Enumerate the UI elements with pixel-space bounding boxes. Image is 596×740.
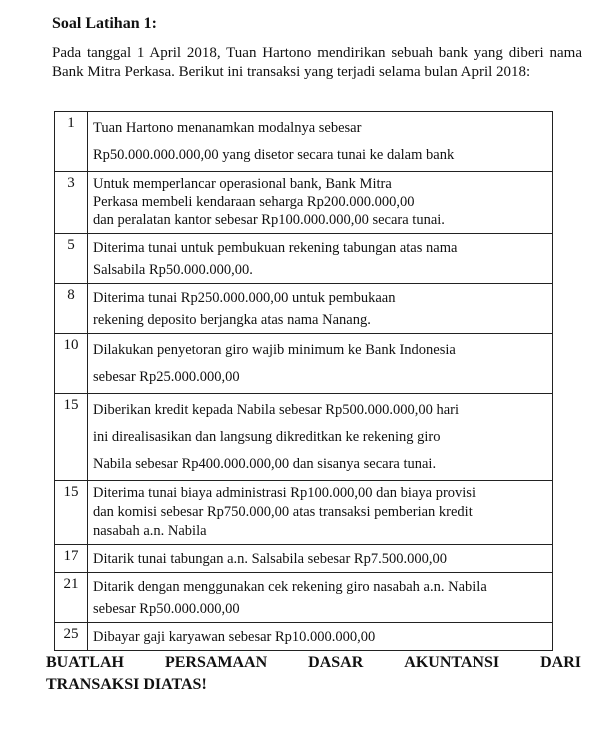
exercise-title: Soal Latihan 1: — [52, 15, 157, 32]
table-row — [55, 284, 553, 334]
instruction-line-2: TRANSAKSI DIATAS! — [46, 676, 207, 693]
row-description — [88, 623, 553, 651]
row-day: 15 — [55, 481, 88, 545]
row-description — [88, 284, 553, 334]
table-row — [55, 394, 553, 481]
row-day: 5 — [55, 234, 88, 284]
row-day: 1 — [55, 112, 88, 172]
row-line: Salsabila Rp50.000.000,00. — [93, 262, 253, 278]
row-description — [88, 234, 553, 284]
instruction-word: DASAR — [308, 654, 364, 671]
row-line: dan peralatan kantor sebesar Rp100.000.000,00 secara tunai. — [93, 212, 445, 228]
row-line: dan komisi sebesar Rp750.000,00 atas transaksi pemberian kredit — [93, 504, 473, 520]
table-row — [55, 573, 553, 623]
row-description — [88, 172, 553, 234]
table-row — [55, 334, 553, 394]
instruction-word: DARI — [540, 654, 581, 671]
row-line: Perkasa membeli kendaraan seharga Rp200.000.000,00 — [93, 194, 415, 210]
row-day: 15 — [55, 394, 88, 481]
row-day: 10 — [55, 334, 88, 394]
row-line: Nabila sebesar Rp400.000.000,00 dan sisanya secara tunai. — [93, 456, 437, 472]
row-description — [88, 394, 553, 481]
instruction — [46, 652, 581, 696]
row-line: Diterima tunai Rp250.000.000,00 untuk pembukaan — [93, 290, 396, 306]
transactions-table — [54, 111, 553, 651]
intro-paragraph: Pada tanggal 1 April 2018, Tuan Hartono mendirikan sebuah bank yang diberi nama Bank Mitra Perkasa. Berikut ini transaksi yang terjadi selama bulan April 2018: — [52, 45, 582, 80]
row-line: Untuk memperlancar operasional bank, Bank Mitra — [93, 176, 392, 192]
row-description — [88, 481, 553, 545]
table-row — [55, 112, 553, 172]
row-line: Tuan Hartono menanamkan modalnya sebesar — [93, 120, 362, 136]
row-line: Diterima tunai untuk pembukuan rekening tabungan atas nama — [93, 240, 458, 256]
row-day: 8 — [55, 284, 88, 334]
table-row — [55, 623, 553, 651]
row-description — [88, 573, 553, 623]
row-line: Diterima tunai biaya administrasi Rp100.000,00 dan biaya provisi — [93, 485, 476, 501]
row-day: 25 — [55, 623, 88, 651]
row-description — [88, 334, 553, 394]
row-day: 21 — [55, 573, 88, 623]
row-line: sebesar Rp25.000.000,00 — [93, 369, 240, 385]
instruction-word: AKUNTANSI — [404, 654, 500, 671]
row-line: ini direalisasikan dan langsung dikreditkan ke rekening giro — [93, 429, 441, 445]
row-line: Rp50.000.000.000,00 yang disetor secara tunai ke dalam bank — [93, 147, 455, 163]
row-description — [88, 112, 553, 172]
row-day: 3 — [55, 172, 88, 234]
row-line: rekening deposito berjangka atas nama Nanang. — [93, 312, 371, 328]
row-line: Dibayar gaji karyawan sebesar Rp10.000.000,00 — [93, 629, 376, 645]
table-row — [55, 172, 553, 234]
row-line: nasabah a.n. Nabila — [93, 523, 207, 539]
table-row — [55, 234, 553, 284]
row-line: Diberikan kredit kepada Nabila sebesar Rp500.000.000,00 hari — [93, 402, 460, 418]
row-line: sebesar Rp50.000.000,00 — [93, 601, 240, 617]
row-day: 17 — [55, 545, 88, 573]
row-description — [88, 545, 553, 573]
table-row — [55, 481, 553, 545]
instruction-word: BUATLAH — [46, 654, 124, 671]
row-line: Dilakukan penyetoran giro wajib minimum ke Bank Indonesia — [93, 342, 456, 358]
row-line: Ditarik tunai tabungan a.n. Salsabila sebesar Rp7.500.000,00 — [93, 551, 447, 567]
instruction-line-1 — [46, 652, 581, 674]
table-row — [55, 545, 553, 573]
instruction-word: PERSAMAAN — [164, 654, 268, 671]
row-line: Ditarik dengan menggunakan cek rekening giro nasabah a.n. Nabila — [93, 579, 487, 595]
